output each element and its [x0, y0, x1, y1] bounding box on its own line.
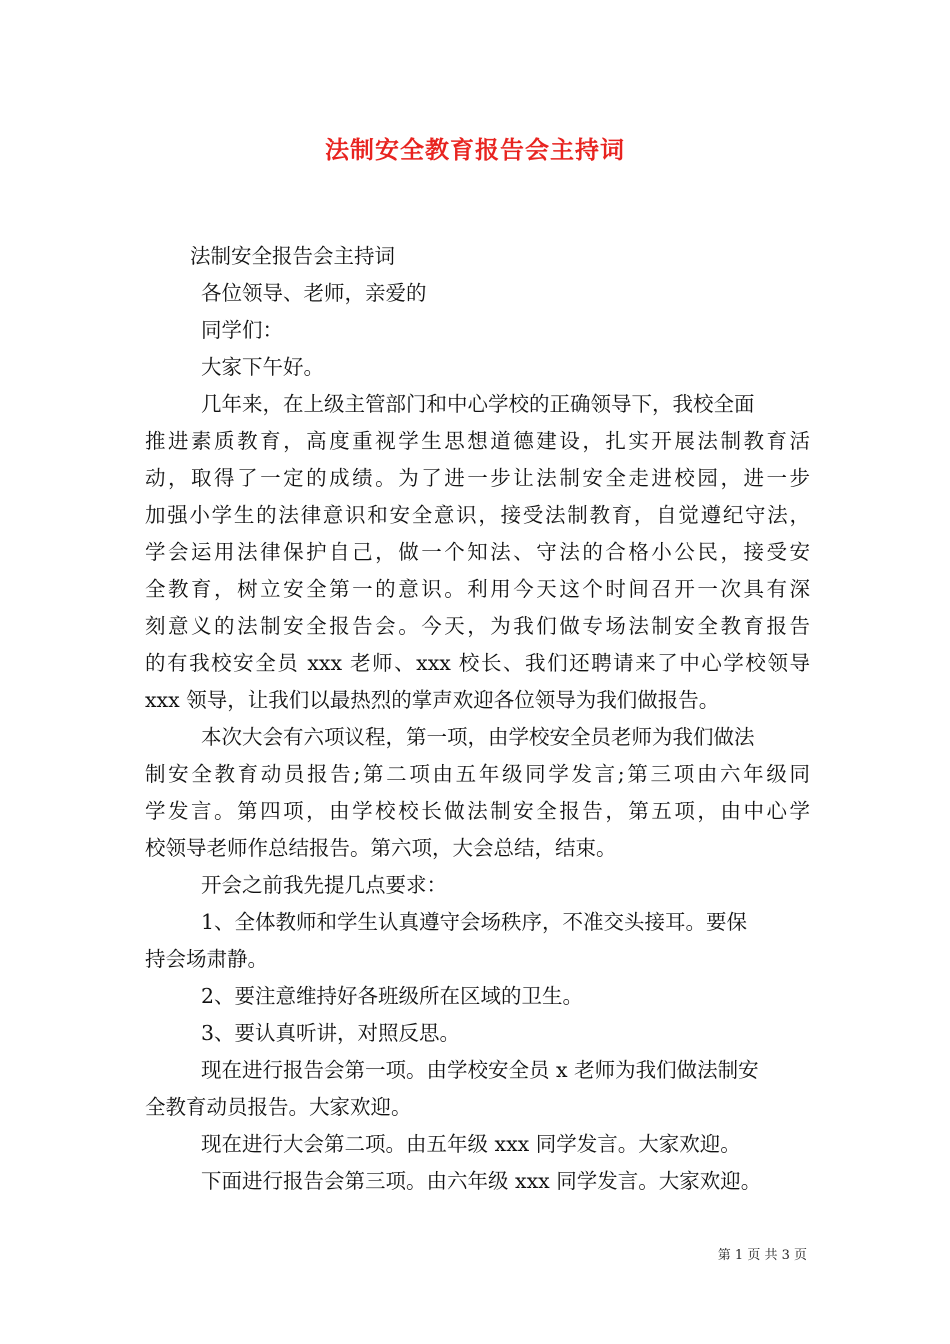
- text-line: 大家下午好。: [201, 355, 324, 379]
- text-line: 3、要认真听讲，对照反思。: [201, 1021, 461, 1045]
- text-line: 全教育动员报告。大家欢迎。: [145, 1095, 412, 1119]
- text-line: 同学们：: [201, 318, 283, 342]
- text-line: xxx 领导，让我们以最热烈的掌声欢迎各位领导为我们做报告。: [145, 688, 720, 712]
- text-line: 现在进行大会第二项。由五年级 xxx 同学发言。大家欢迎。: [201, 1132, 741, 1156]
- text-line: 制安全教育动员报告;第二项由五年级同学发言;第三项由六年级同: [145, 762, 810, 786]
- text-line: 刻意义的法制安全报告会。今天，为我们做专场法制安全教育报告: [145, 614, 810, 638]
- text-line: 持会场肃静。: [145, 947, 268, 971]
- document-body: [145, 238, 810, 1200]
- text-line: 推进素质教育，高度重视学生思想道德建设，扎实开展法制教育活: [145, 429, 810, 453]
- text-line: 校领导老师作总结报告。第六项，大会总结，结束。: [145, 836, 617, 860]
- text-line: 全教育，树立安全第一的意识。利用今天这个时间召开一次具有深: [145, 577, 810, 601]
- text-line: 动，取得了一定的成绩。为了进一步让法制安全走进校园，进一步: [145, 466, 810, 490]
- text-line: 下面进行报告会第三项。由六年级 xxx 同学发言。大家欢迎。: [201, 1169, 762, 1193]
- text-line: 1、全体教师和学生认真遵守会场秩序，不准交头接耳。要保: [201, 910, 748, 934]
- text-line: 本次大会有六项议程，第一项，由学校安全员老师为我们做法: [201, 725, 755, 749]
- text-line: 2、要注意维持好各班级所在区域的卫生。: [201, 984, 584, 1008]
- page-number-footer: 第 1 页 共 3 页: [717, 1248, 807, 1263]
- text-line: 开会之前我先提几点要求：: [201, 873, 447, 897]
- text-line: 现在进行报告会第一项。由学校安全员 x 老师为我们做法制安: [201, 1058, 759, 1082]
- text-line: 学会运用法律保护自己，做一个知法、守法的合格小公民，接受安: [145, 540, 810, 564]
- text-line: 学发言。第四项，由学校校长做法制安全报告，第五项，由中心学: [145, 799, 810, 823]
- text-line: 加强小学生的法律意识和安全意识，接受法制教育，自觉遵纪守法，: [145, 503, 810, 527]
- text-line: 各位领导、老师，亲爱的: [201, 281, 427, 305]
- text-line: 几年来，在上级主管部门和中心学校的正确领导下，我校全面: [201, 392, 755, 416]
- text-line: 的有我校安全员 xxx 老师、xxx 校长、我们还聘请来了中心学校领导: [145, 651, 810, 675]
- subtitle-line: 法制安全报告会主持词: [190, 244, 395, 268]
- document-title: 法制安全教育报告会主持词: [325, 135, 625, 164]
